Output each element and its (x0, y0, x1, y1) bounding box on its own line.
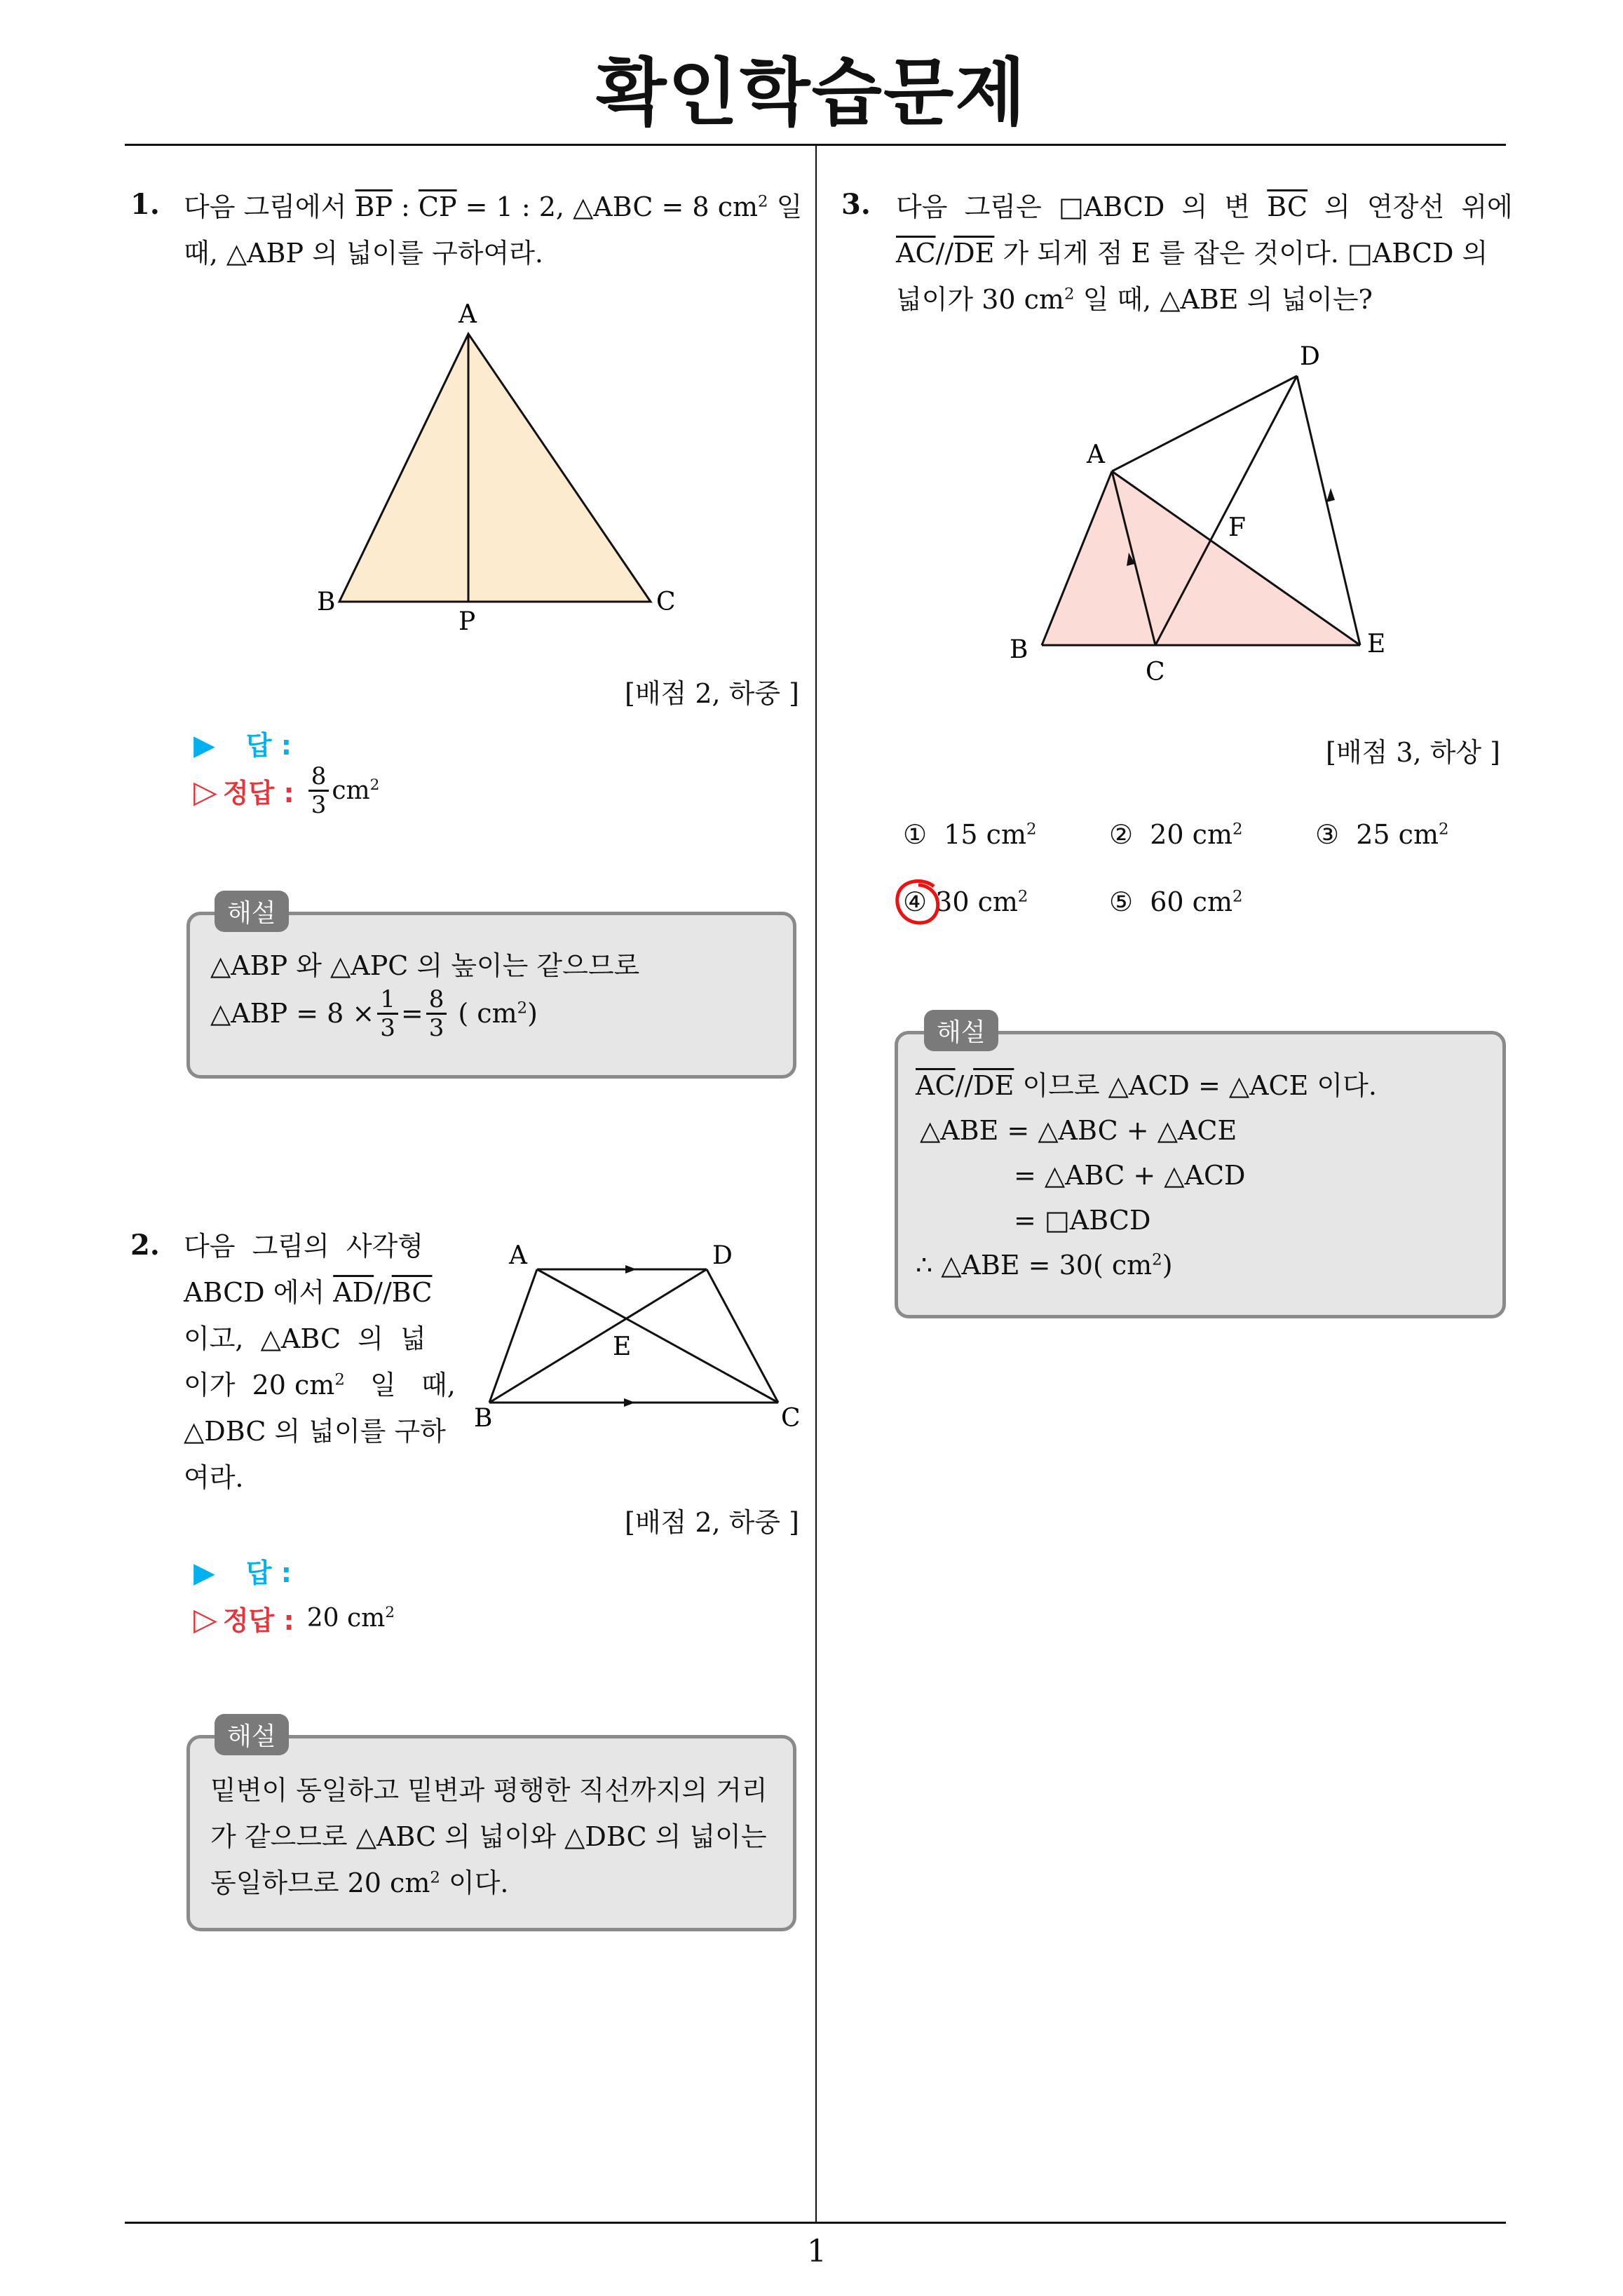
label-d: D (1300, 342, 1320, 371)
question-1-number: 1. (130, 188, 160, 221)
segment-cp: $\overline{CP}$ (418, 191, 457, 222)
question-2-explanation: 밑변이 동일하고 밑변과 평행한 직선까지의 거리 가 같으므로 △ABC 의 넓이와 △DBC 의 넓이는 동일하므로 20 $cm^2$ 이다. (210, 1775, 768, 1898)
question-1-line-1: 다음 그림에서 $\overline{BP}$ : $\overline{CP} = 1$ : 2, △ABC = 8 $cm^2$ 일 (184, 191, 803, 222)
label-e: E (613, 1332, 632, 1361)
label-a: A (459, 300, 477, 329)
question-1-answer-row: ▶ 답 : (193, 729, 292, 762)
question-3-figure (1003, 337, 1423, 701)
label-f: F (1228, 513, 1246, 542)
label-c: C (656, 588, 676, 616)
selected-answer-circle-icon (890, 877, 946, 930)
question-3-score: [배점 3, 하상 ] (1326, 737, 1500, 768)
label-b: B (1010, 635, 1028, 664)
label-c: C (781, 1404, 801, 1433)
label-b: B (474, 1404, 493, 1433)
question-1-figure (308, 295, 687, 631)
page-number: 1 (807, 2234, 827, 2269)
question-2-number: 2. (130, 1229, 160, 1262)
question-2-figure (468, 1234, 819, 1438)
choice-4[interactable]: ④ 30 $cm^2$ (903, 886, 1028, 917)
question-1-explanation-tag: 해설 (215, 891, 289, 932)
page-title: 확인학습문제 (596, 50, 1027, 135)
segment-bp: $\overline{BP}$ (355, 191, 393, 222)
label-e: E (1367, 630, 1386, 659)
question-3-explanation-tag: 해설 (924, 1010, 998, 1051)
label-d: D (712, 1241, 733, 1270)
label-p: P (459, 607, 476, 631)
label-a: A (509, 1241, 527, 1270)
question-1-explanation: △ABP 와 △APC 의 높이는 같으므로 △ABP = 8 × $\frac{1}{3}$ = $\frac{8}{3}$ ( $cm^2$) (210, 950, 640, 1042)
question-2-answer-row: ▶ 답 : (193, 1557, 292, 1589)
arrow-icon (625, 1265, 637, 1274)
label-c: C (1146, 658, 1165, 687)
question-1-correct-row: ▷ 정답 : $\frac{8}{3}$ $cm^2$ (193, 762, 380, 819)
question-1-score: [배점 2, 하중 ] (625, 678, 799, 709)
question-1-text (184, 184, 815, 276)
arrow-icon (624, 1398, 635, 1407)
choice-5[interactable]: ⑤ 60 $cm^2$ (1109, 886, 1243, 917)
question-1-line-2: 때, △ABP 의 넓이를 구하여라. (184, 238, 544, 269)
label-b: B (317, 588, 336, 616)
label-a: A (1087, 440, 1105, 469)
play-icon: ▶ (193, 1557, 215, 1589)
triangle-abc (339, 334, 651, 602)
play-icon: ▶ (193, 729, 215, 762)
question-3-number: 3. (841, 188, 871, 221)
choice-3[interactable]: ③ 25 $cm^2$ (1315, 819, 1449, 850)
choice-1[interactable]: ① 15 $cm^2$ (903, 819, 1037, 850)
column-divider (815, 146, 817, 2223)
arrow-icon (1326, 488, 1335, 502)
question-3-explanation: $\overline{AC}//\overline{DE}$ 이므로 △ACD = △ACE 이다. △ABE = △ABC + △ACE = △ABC + △ACD = □ABCD ∴ △ABE = 30( $cm^2$) (916, 1070, 1377, 1281)
outline-triangle-icon: ▷ (193, 774, 217, 810)
question-2-score: [배점 2, 하중 ] (625, 1507, 799, 1538)
outline-triangle-icon: ▷ (193, 1602, 217, 1637)
question-3-text: 다음 그림은 □ABCD 의 변 $\overline{BC}$ 의 연장선 위에 $\overline{AC}//\overline{DE}$ 가 되게 점 E 를 잡은 것이다. □ABCD 의 넓이가 30 $cm^2$ 일 때, △ABE 의 넓이는? (896, 191, 1513, 315)
footer-rule (125, 2222, 1506, 2224)
question-2-correct-row: ▷ 정답 : 20 $cm^2$ (193, 1602, 395, 1637)
question-2-explanation-tag: 해설 (215, 1714, 289, 1755)
question-2-text: 다음 그림의 사각형 ABCD 에서 $\overline{AD}//\overline{BC}$ 이고, △ABC 의 넓 이가 20 $cm^2$ 일 때, △DBC 의 넓이를 구하 여라. (184, 1231, 456, 1493)
choice-2[interactable]: ② 20 $cm^2$ (1109, 819, 1243, 850)
correct-fraction: $\frac{8}{3}$ (308, 763, 330, 818)
